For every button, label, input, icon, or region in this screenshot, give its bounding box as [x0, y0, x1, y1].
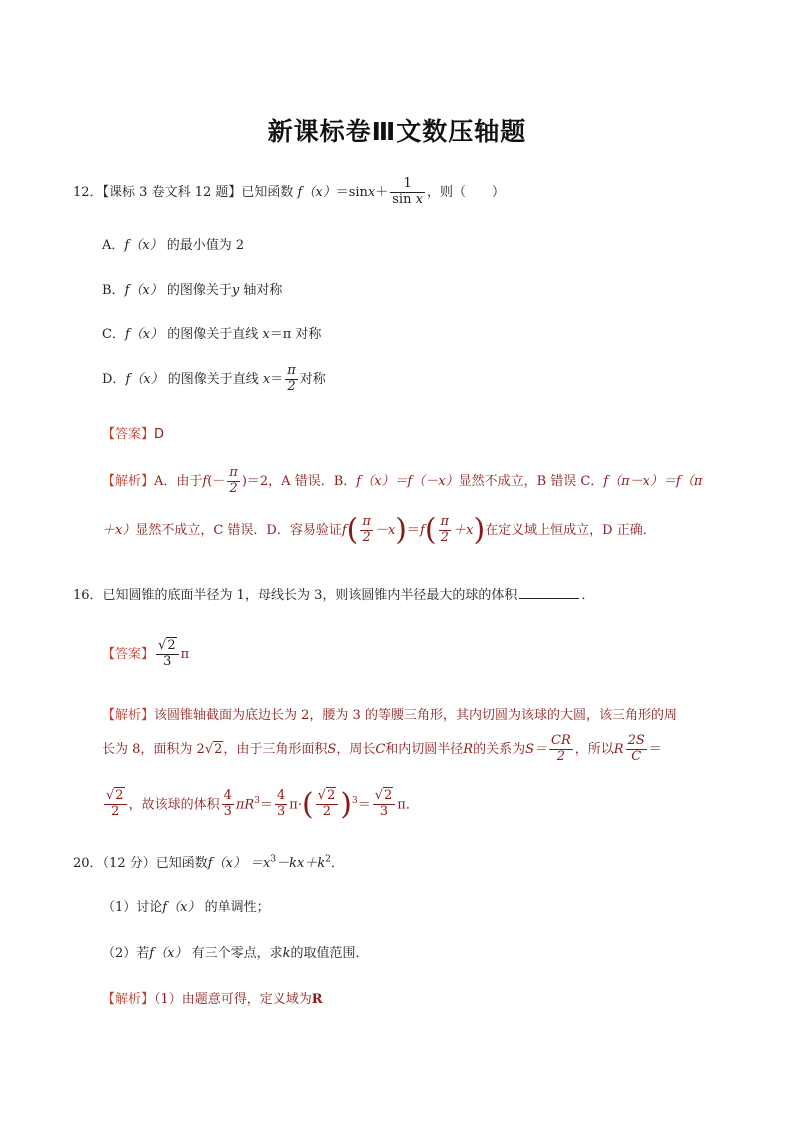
analysis-eq: ＝ — [259, 797, 273, 813]
q20-formula: ＝x — [250, 856, 271, 871]
var-R: R — [613, 742, 624, 757]
analysis-fraction — [439, 515, 452, 546]
analysis-fraction — [373, 789, 396, 820]
sqrt: √2 — [106, 788, 124, 804]
page-title: 新课标卷Ⅲ文数压轴题 — [267, 117, 527, 146]
option-f: f（x） — [124, 238, 163, 253]
analysis-formula: ＋x — [453, 523, 474, 538]
exponent: 3 — [254, 796, 260, 806]
paren-open: ( — [301, 786, 314, 822]
analysis-tag: 【解析】 — [102, 708, 155, 723]
analysis-fraction — [227, 466, 240, 497]
analysis-f: f — [202, 474, 208, 489]
q20-fx: f（x） — [162, 900, 201, 915]
q16-number: 16． — [73, 588, 103, 603]
option-text2: ＝π 对称 — [269, 327, 322, 342]
analysis-eq: ＝ — [648, 742, 662, 757]
exponent: 3 — [351, 796, 358, 806]
q16-stem-text: 已知圆锥的底面半径为 1，母线长为 3，则该圆锥内半径最大的球的体积 — [102, 588, 518, 603]
option-label: B． — [102, 283, 125, 298]
sqrt: √2 — [204, 742, 223, 757]
option-label: A． — [102, 238, 125, 253]
q12-frac-den — [390, 193, 425, 208]
q20-analysis — [102, 988, 323, 1007]
answer-blank — [519, 586, 579, 599]
frac-num: π — [287, 363, 296, 379]
q20-part-text: 的单调性； — [204, 900, 270, 915]
sqrt: √2 — [374, 788, 393, 804]
paren-open: ( — [424, 512, 437, 548]
q12-stem — [73, 176, 505, 210]
q12-option-b — [102, 279, 282, 298]
analysis-domain-R: R — [311, 992, 323, 1007]
q12-fraction — [390, 177, 425, 208]
q20-fx: f（x） — [149, 946, 188, 961]
analysis-text: 显然不成立，B 错误 C． — [458, 474, 604, 489]
frac-num — [316, 789, 339, 805]
analysis-fraction — [104, 789, 127, 820]
frac-num — [373, 789, 396, 805]
analysis-tag: 【解析】 — [102, 992, 155, 1007]
analysis-text: ，由于三角形面积 — [223, 742, 328, 757]
frac-den: 2 — [362, 530, 371, 545]
q20-formula: －kx＋k — [276, 856, 326, 871]
q12-analysis-line2 — [102, 508, 656, 554]
analysis-text: ，周长 — [336, 742, 376, 757]
q12-eq: ＝sin — [335, 185, 368, 200]
analysis-fraction — [549, 734, 573, 765]
option-var: y — [231, 283, 240, 298]
analysis-formula: f（x）＝f（－x） — [356, 474, 459, 489]
paren-open: ( — [346, 512, 359, 548]
q12-option-d — [102, 358, 326, 402]
sqrt-radicand: 2 — [326, 788, 336, 804]
analysis-text: 的关系为 — [473, 742, 526, 757]
option-label: D． — [102, 372, 126, 387]
frac-num: CR — [551, 733, 571, 749]
sqrt: √2 — [158, 638, 176, 654]
q20-part-text: （2）若 — [102, 946, 150, 961]
frac-den: 2 — [111, 804, 120, 820]
answer-tag: 【答案】 — [102, 427, 155, 442]
q12-frac-x: x — [415, 192, 423, 207]
q20-number: 20． — [73, 856, 103, 871]
q16-stem — [73, 584, 594, 603]
q12-analysis-line1 — [102, 460, 702, 504]
analysis-fraction — [316, 789, 339, 820]
exponent: 2 — [325, 854, 331, 865]
q12-frac-num: 1 — [390, 177, 425, 193]
analysis-text: A．由于 — [154, 474, 203, 489]
q20-part1 — [102, 896, 270, 915]
var-R: R — [463, 742, 474, 757]
frac-den: 2 — [556, 749, 566, 764]
analysis-text: 和内切圆半径 — [385, 742, 464, 757]
q12-stem-text: 已知函数 — [241, 185, 294, 200]
frac-num — [104, 789, 127, 805]
analysis-fraction — [360, 515, 373, 546]
frac-den: 3 — [163, 654, 172, 669]
q20-part2 — [102, 942, 369, 961]
frac-den: 2 — [229, 481, 238, 496]
analysis-text: 显然不成立，C 错误．D．容易验证 — [135, 523, 342, 538]
option-text: 的图像关于 — [166, 283, 232, 298]
analysis-text: )＝2，A 错误．B． — [241, 474, 357, 489]
answer-value: D — [154, 427, 165, 442]
analysis-fraction — [626, 734, 647, 765]
paren-close: ) — [395, 512, 407, 548]
q20-stem-end: ． — [330, 856, 344, 871]
option-text: 的图像关于直线 — [167, 372, 259, 387]
frac-num: 2S — [627, 733, 645, 749]
analysis-formula: S＝ — [525, 742, 548, 757]
analysis-eq: ＝ — [357, 797, 371, 813]
analysis-text: 在定义域上恒成立，D 正确． — [485, 523, 656, 538]
frac-den: 3 — [276, 804, 286, 820]
frac-num: π — [229, 465, 238, 481]
option-label: C． — [102, 327, 125, 342]
frac-num: 4 — [223, 788, 232, 804]
option-var: x — [262, 372, 271, 387]
q16-analysis-line2 — [102, 728, 662, 772]
q12-stem-post: ，则（ ） — [426, 185, 505, 200]
frac-num: π — [362, 514, 371, 530]
q20-var-k: k — [282, 946, 291, 961]
option-text2: 轴对称 — [243, 283, 283, 298]
frac-den: 2 — [322, 804, 332, 820]
frac-num: π — [440, 514, 450, 530]
frac-den: 3 — [379, 804, 389, 820]
q12-number: 12． — [73, 185, 103, 200]
q20-part-text: 有三个零点，求 — [191, 946, 283, 961]
analysis-text: 长为 8，面积为 2 — [102, 742, 205, 757]
analysis-text: ，故该球的体积 — [128, 797, 220, 813]
analysis-text: （1）由题意可得，定义域为 — [154, 992, 312, 1007]
answer-tag: 【答案】 — [102, 647, 155, 662]
paren-close: ) — [340, 786, 352, 822]
frac-den: C — [631, 749, 642, 764]
q16-stem-end: ． — [581, 588, 595, 603]
q20-stem — [73, 852, 344, 871]
analysis-fraction — [222, 789, 234, 820]
option-text2: ＝ — [270, 372, 284, 387]
option-text: 的最小值为 2 — [166, 238, 245, 253]
q20-part-text: （1）讨论 — [102, 900, 163, 915]
frac-num — [156, 639, 179, 655]
q12-option-c — [102, 323, 321, 342]
option-f: f（x） — [124, 283, 163, 298]
frac-num: 4 — [276, 788, 286, 804]
q16-answer — [102, 634, 189, 676]
answer-fraction — [156, 639, 179, 670]
frac-den: 2 — [287, 379, 296, 394]
option-f: f（x） — [125, 372, 164, 387]
q20-part-text: 的取值范围． — [290, 946, 369, 961]
option-fraction — [285, 364, 298, 395]
q12-source: 【课标 3 卷文科 12 题】 — [102, 185, 242, 200]
option-var: x — [262, 327, 270, 342]
analysis-formula: f（π－x）＝f（π — [603, 474, 703, 489]
analysis-text: 该圆锥轴截面为底边长为 2，腰为 3 的等腰三角形，其内切圆为该球的大圆，该三角形的周 — [154, 708, 677, 723]
q20-fx: f（x） — [207, 856, 246, 871]
option-text: 的图像关于直线 — [167, 327, 259, 342]
analysis-text: π． — [397, 797, 419, 813]
q12-var-x: x — [367, 185, 376, 200]
analysis-f: f — [341, 523, 347, 538]
q16-analysis-line3 — [102, 776, 419, 826]
analysis-text: ，所以 — [574, 742, 614, 757]
option-text3: 对称 — [299, 372, 326, 387]
paren-close: ) — [473, 512, 486, 548]
q12-answer — [102, 423, 164, 442]
analysis-fraction — [275, 789, 287, 820]
analysis-formula: ＋x） — [102, 523, 136, 538]
analysis-formula: πR — [235, 797, 255, 813]
answer-pi: π — [180, 647, 190, 662]
analysis-f: f — [420, 523, 425, 538]
q20-stem-text: （12 分）已知函数 — [102, 856, 208, 871]
analysis-formula: －x — [374, 523, 396, 538]
analysis-text: (－ — [207, 474, 226, 489]
exponent: 3 — [270, 854, 277, 865]
var-C: C — [375, 742, 386, 757]
q12-plus: ＋ — [375, 185, 389, 200]
analysis-eq: ＝ — [407, 523, 421, 538]
analysis-tag: 【解析】 — [102, 474, 155, 489]
option-f: f（x） — [124, 327, 164, 342]
sqrt-radicand: 2 — [167, 638, 176, 654]
sqrt-radicand: 2 — [115, 788, 124, 804]
var-S: S — [327, 742, 337, 757]
q16-analysis-line1 — [102, 704, 677, 723]
q12-frac-sin: sin — [392, 192, 412, 207]
sqrt-radicand: 2 — [214, 742, 223, 757]
q12-option-a — [102, 234, 244, 253]
sqrt-radicand: 2 — [384, 788, 393, 804]
sqrt: √2 — [317, 788, 336, 804]
q12-fx: f（x） — [297, 185, 336, 200]
frac-den: 3 — [223, 804, 232, 820]
analysis-formula: π· — [289, 797, 302, 813]
frac-den: 2 — [440, 530, 449, 545]
